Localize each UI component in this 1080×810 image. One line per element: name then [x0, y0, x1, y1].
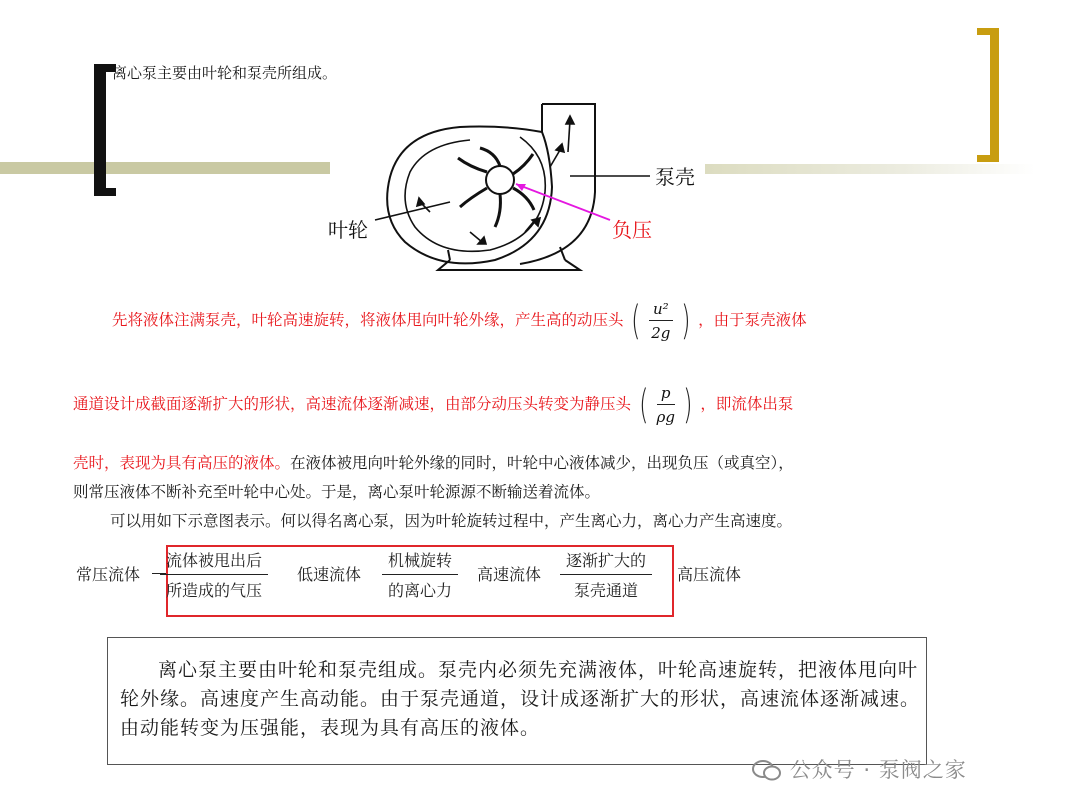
intro-text: 离心泵主要由叶轮和泵壳所组成。 [112, 64, 338, 82]
open-paren: ( [631, 298, 641, 344]
wechat-icon [752, 760, 782, 782]
flow-mid-1: 低速流体 [297, 565, 362, 584]
paragraph-line-2-tail: ，即流体出泵 [700, 395, 794, 413]
flow-start: 常压流体 [76, 565, 141, 584]
paragraph-line-1-text: 先将液体注满泵壳，叶轮高速旋转，将液体甩向叶轮外缘，产生高的动压头 [112, 311, 624, 329]
flow-step-1-top: 流体被甩出后 [166, 551, 263, 570]
formula-dynamic-head-num: u² [649, 298, 673, 321]
close-paren: ) [680, 298, 691, 344]
label-negative-pressure: 负压 [612, 218, 652, 242]
paragraph-line-1-tail: ，由于泵壳液体 [698, 311, 807, 329]
watermark-text: 公众号 · 泵阀之家 [789, 758, 967, 782]
open-paren: ( [639, 382, 649, 428]
summary-text: 离心泵主要由叶轮和泵壳组成。泵壳内必须先充满液体，叶轮高速旋转，把液体甩向叶轮外缘。高速度产生高动能。由于泵壳通道，设计成逐渐扩大的形状，高速流体逐渐减速。由动能转变为压强能，表现为具有高压的液体。 [120, 659, 921, 739]
label-casing: 泵壳 [655, 165, 695, 189]
paragraph-line-5: 可以用如下示意图表示。何以得名离心泵，因为叶轮旋转过程中，产生离心力，离心力产生高速度。 [110, 512, 793, 530]
paragraph-line-2-text: 通道设计成截面逐渐扩大的形状，高速流体逐渐减速，由部分动压头转变为静压头 [73, 395, 632, 413]
close-paren: ) [682, 382, 693, 428]
flow-step-2-top: 机械旋转 [388, 551, 453, 570]
flow-mid-2: 高速流体 [477, 565, 542, 584]
formula-dynamic-head-den: 2g [651, 323, 671, 342]
watermark [752, 754, 967, 784]
formula-static-head-num: p [657, 382, 675, 405]
flow-step-2-bottom: 的离心力 [382, 574, 458, 601]
paragraph-line-3-red: 壳时，表现为具有高压的液体。 [73, 454, 291, 472]
paragraph-line-3-black: 在液体被甩向叶轮外缘的同时，叶轮中心液体减少，出现负压（或真空）， [290, 454, 794, 472]
paragraph-line-4: 则常压液体不断补充至叶轮中心处。于是，离心泵叶轮源源不断输送着流体。 [73, 483, 601, 501]
flow-step-3-bottom: 泵壳通道 [560, 574, 652, 601]
flow-end: 高压流体 [677, 565, 742, 584]
formula-static-head-den: ρg [656, 407, 675, 426]
label-impeller: 叶轮 [328, 218, 368, 242]
flow-step-3 [560, 548, 652, 601]
flow-step-1-bottom: 所造成的气压 [160, 574, 268, 601]
flow-step-3-top: 逐渐扩大的 [566, 551, 647, 570]
flow-step-1 [160, 548, 268, 601]
flow-step-2 [382, 548, 458, 601]
